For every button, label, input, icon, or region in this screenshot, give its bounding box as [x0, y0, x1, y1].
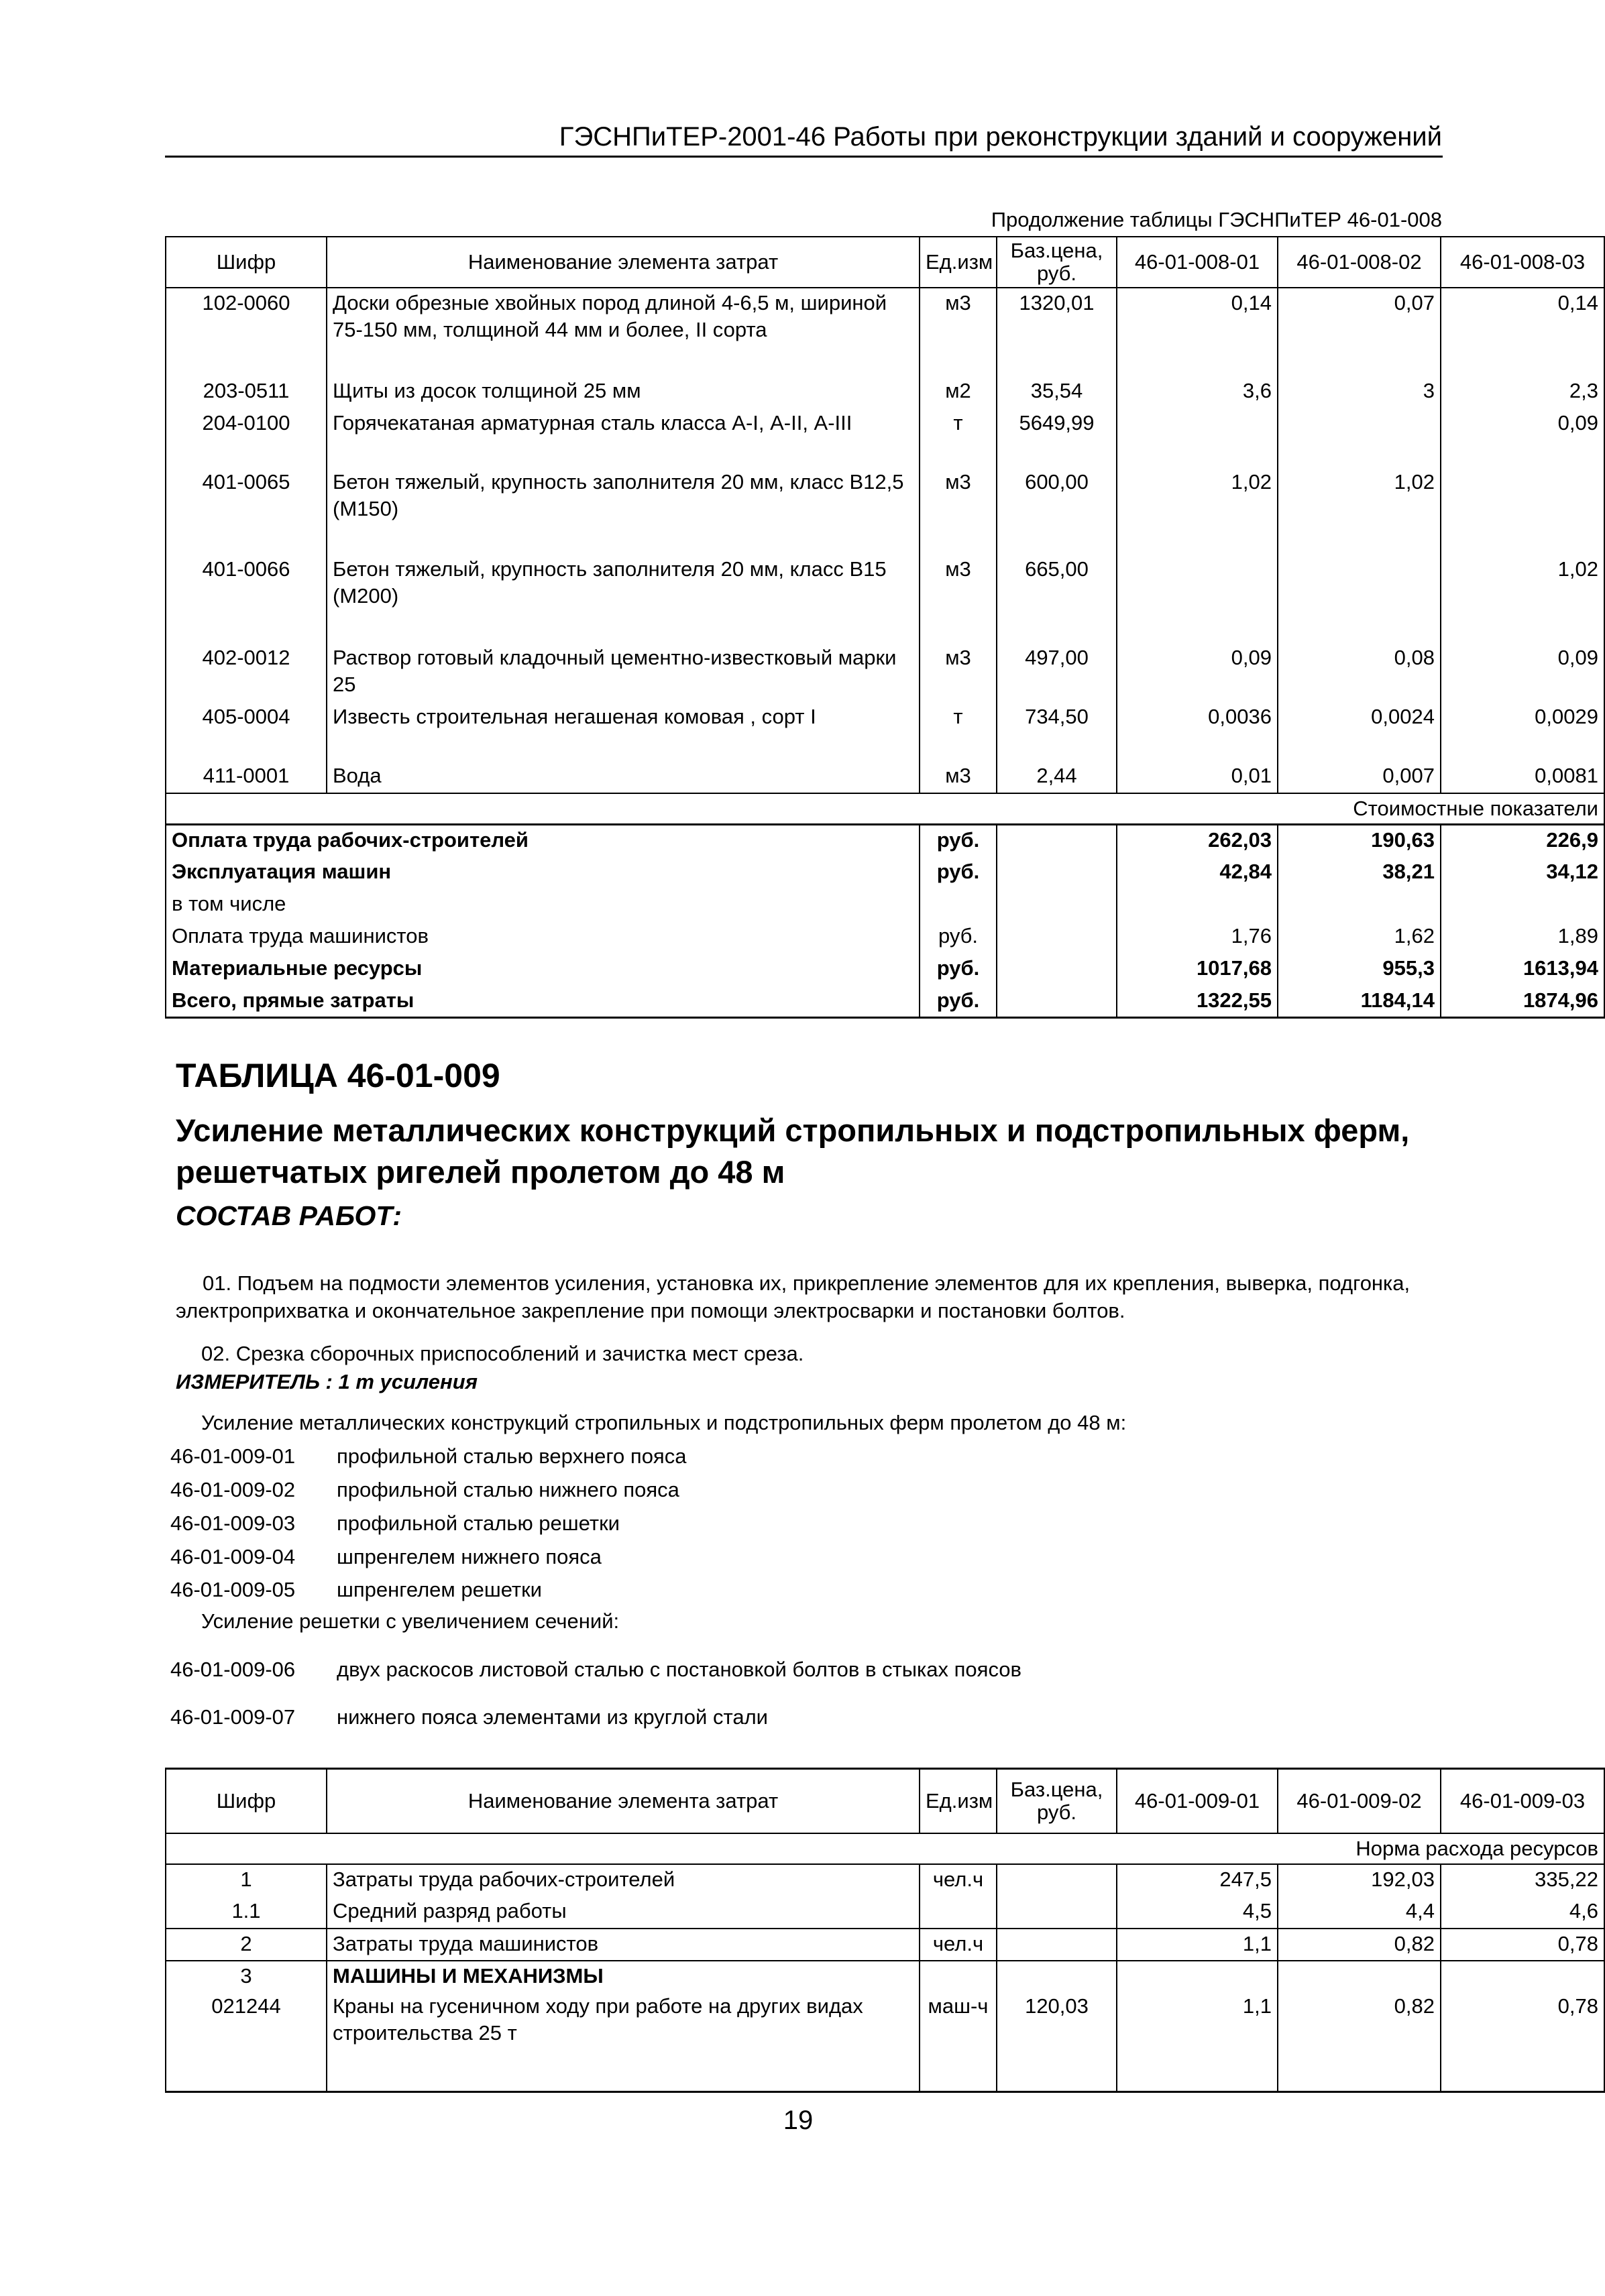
table-row — [166, 467, 1604, 555]
header-cell-col3: 46-01-009-03 — [1441, 1769, 1604, 1833]
item-code: 46-01-009-03 — [170, 1511, 296, 1535]
cell-unit: м2 — [920, 376, 997, 408]
norm-label-row — [166, 1833, 1604, 1864]
cell-price: 35,54 — [997, 376, 1117, 408]
cost-row — [166, 921, 1604, 954]
cell-value — [1278, 1961, 1441, 1992]
header-cell-price: Баз.цена, руб. — [997, 237, 1117, 288]
item-code: 46-01-009-06 — [170, 1658, 296, 1681]
cell-value: 0,09 — [1441, 643, 1604, 702]
cost-name: Всего, прямые затраты — [166, 986, 920, 1018]
cell-value: 1,1 — [1117, 1929, 1278, 1961]
cell-name: Известь строительная негашеная комовая , сорт I — [327, 702, 920, 761]
cost-unit: руб. — [920, 857, 997, 889]
table-row — [166, 408, 1604, 467]
cell-value: 0,08 — [1278, 643, 1441, 702]
cell-value: 247,5 — [1117, 1864, 1278, 1896]
cell-value: 0,09 — [1441, 408, 1604, 467]
cost-row — [166, 986, 1604, 1018]
cost-name: Материальные ресурсы — [166, 954, 920, 986]
cost-value: 1,76 — [1117, 921, 1278, 954]
cell-unit: т — [920, 702, 997, 761]
cell-unit: м3 — [920, 643, 997, 702]
cell-value — [1117, 555, 1278, 643]
cell-name: Затраты труда рабочих-строителей — [327, 1864, 920, 1896]
item-code: 46-01-009-05 — [170, 1578, 296, 1601]
cost-value — [1441, 889, 1604, 921]
cost-value: 190,63 — [1278, 825, 1441, 857]
work-item-1: 01. Подъем на подмости элементов усиления, установка их, прикрепление элементов для их крепления, выверка, подгонка, электроприхватка и окончательное закрепление при помощи электросварки и постановки болтов. — [176, 1271, 1410, 1322]
table-row — [166, 1961, 1604, 1992]
header-cell-code: Шифр — [166, 237, 327, 288]
cell-name: Вода — [327, 761, 920, 793]
cell-value: 0,78 — [1441, 1929, 1604, 1961]
header-cell-col3: 46-01-008-03 — [1441, 237, 1604, 288]
cell-code: 411-0001 — [166, 761, 327, 793]
table-header-row — [166, 1769, 1604, 1833]
cost-empty — [997, 825, 1117, 857]
cell-value: 2,3 — [1441, 376, 1604, 408]
resources-table-46-01-009 — [165, 1768, 1605, 2093]
work-item-2: 02. Срезка сборочных приспособлений и зачистка мест среза. — [201, 1342, 804, 1365]
cell-value — [1278, 408, 1441, 467]
cell-price: 600,00 — [997, 467, 1117, 555]
table-row — [166, 288, 1604, 376]
cost-empty — [997, 921, 1117, 954]
cost-value: 1322,55 — [1117, 986, 1278, 1018]
item-text: двух раскосов листовой сталью с постановкой болтов в стыках поясов — [337, 1658, 1022, 1681]
cost-row — [166, 825, 1604, 857]
item-text: профильной сталью нижнего пояса — [337, 1478, 679, 1501]
item-code: 46-01-009-07 — [170, 1705, 296, 1729]
cell-value — [1117, 1961, 1278, 1992]
cell-price: 497,00 — [997, 643, 1117, 702]
items-intro-2: Усиление решетки с увеличением сечений: — [201, 1609, 620, 1633]
cost-indicators-row — [166, 793, 1604, 825]
measurement-unit: ИЗМЕРИТЕЛЬ : 1 т усиления — [176, 1370, 478, 1393]
table-row — [166, 702, 1604, 761]
items-intro: Усиление металлических конструкций стропильных и подстропильных ферм пролетом до 48 м: — [201, 1411, 1127, 1434]
header-cell-name: Наименование элемента затрат — [327, 237, 920, 288]
cell-unit: м3 — [920, 288, 997, 376]
cell-value: 0,0029 — [1441, 702, 1604, 761]
table-row — [166, 1992, 1604, 2092]
cell-unit — [920, 1961, 997, 1992]
cell-unit: м3 — [920, 761, 997, 793]
item-text: шпренгелем решетки — [337, 1578, 542, 1601]
cost-value: 1613,94 — [1441, 954, 1604, 986]
table-number-heading: ТАБЛИЦА 46-01-009 — [176, 1057, 500, 1094]
cell-code: 401-0065 — [166, 467, 327, 555]
cost-empty — [997, 954, 1117, 986]
cost-name: Эксплуатация машин — [166, 857, 920, 889]
work-composition-label: СОСТАВ РАБОТ: — [176, 1200, 402, 1231]
cost-value: 34,12 — [1441, 857, 1604, 889]
cell-code: 3 — [166, 1961, 327, 1992]
cell-value: 0,78 — [1441, 1992, 1604, 2092]
cell-name: Средний разряд работы — [327, 1896, 920, 1929]
cell-value — [1441, 467, 1604, 555]
table-title: Усиление металлических конструкций стропильных и подстропильных ферм, решетчатых ригелей пролетом до 48 м — [176, 1112, 1410, 1190]
header-cell-col2: 46-01-008-02 — [1278, 237, 1441, 288]
cell-unit: чел.ч — [920, 1864, 997, 1896]
item-text: шпренгелем нижнего пояса — [337, 1545, 602, 1568]
item-code: 46-01-009-04 — [170, 1545, 296, 1568]
cost-row — [166, 889, 1604, 921]
cell-value: 4,5 — [1117, 1896, 1278, 1929]
cell-unit: т — [920, 408, 997, 467]
cell-code: 405-0004 — [166, 702, 327, 761]
cell-name: МАШИНЫ И МЕХАНИЗМЫ — [327, 1961, 920, 1992]
cell-unit: маш-ч — [920, 1992, 997, 2092]
item-code: 46-01-009-02 — [170, 1478, 296, 1501]
item-text: профильной сталью верхнего пояса — [337, 1444, 687, 1468]
cell-value: 0,82 — [1278, 1929, 1441, 1961]
item-text: профильной сталью решетки — [337, 1511, 620, 1535]
cell-price — [997, 1896, 1117, 1929]
cell-name: Горячекатаная арматурная сталь класса А-I, А-II, А-III — [327, 408, 920, 467]
cost-name: в том числе — [166, 889, 920, 921]
cell-value: 0,14 — [1441, 288, 1604, 376]
cell-value: 1,02 — [1441, 555, 1604, 643]
header-cell-col1: 46-01-009-01 — [1117, 1769, 1278, 1833]
table-row — [166, 643, 1604, 702]
cell-price: 1320,01 — [997, 288, 1117, 376]
cell-code: 203-0511 — [166, 376, 327, 408]
cell-price — [997, 1961, 1117, 1992]
cost-unit: руб. — [920, 986, 997, 1018]
cost-unit — [920, 889, 997, 921]
cell-code: 401-0066 — [166, 555, 327, 643]
cell-price — [997, 1929, 1117, 1961]
table-row — [166, 555, 1604, 643]
cell-value: 4,6 — [1441, 1896, 1604, 1929]
cost-value — [1278, 889, 1441, 921]
cell-name: Раствор готовый кладочный цементно-известковый марки 25 — [327, 643, 920, 702]
cell-value: 0,01 — [1117, 761, 1278, 793]
cell-price: 120,03 — [997, 1992, 1117, 2092]
cell-price — [997, 1864, 1117, 1896]
running-header: ГЭСНПиТЕР-2001-46 Работы при реконструкции зданий и сооружений — [559, 122, 1442, 152]
cell-value: 1,02 — [1278, 467, 1441, 555]
cost-empty — [997, 889, 1117, 921]
header-rule — [165, 156, 1443, 158]
cost-value: 1,62 — [1278, 921, 1441, 954]
cell-value — [1278, 555, 1441, 643]
cell-price: 5649,99 — [997, 408, 1117, 467]
cell-name: Бетон тяжелый, крупность заполнителя 20 мм, класс В12,5 (М150) — [327, 467, 920, 555]
cost-value — [1117, 889, 1278, 921]
cost-value: 1874,96 — [1441, 986, 1604, 1018]
cell-value: 335,22 — [1441, 1864, 1604, 1896]
cell-code: 1.1 — [166, 1896, 327, 1929]
cell-value: 0,14 — [1117, 288, 1278, 376]
cell-value — [1441, 1961, 1604, 1992]
cost-row — [166, 857, 1604, 889]
header-cell-col1: 46-01-008-01 — [1117, 237, 1278, 288]
cell-name: Краны на гусеничном ходу при работе на других видах строительства 25 т — [327, 1992, 920, 2092]
cell-value — [1117, 408, 1278, 467]
cell-value: 0,0024 — [1278, 702, 1441, 761]
cell-value: 1,02 — [1117, 467, 1278, 555]
table-row — [166, 761, 1604, 793]
table-row — [166, 1864, 1604, 1896]
cell-name: Щиты из досок толщиной 25 мм — [327, 376, 920, 408]
cost-value: 1017,68 — [1117, 954, 1278, 986]
cell-value: 0,09 — [1117, 643, 1278, 702]
cost-value: 955,3 — [1278, 954, 1441, 986]
cell-code: 204-0100 — [166, 408, 327, 467]
cost-empty — [997, 857, 1117, 889]
cell-value: 1,1 — [1117, 1992, 1278, 2092]
item-code: 46-01-009-01 — [170, 1444, 296, 1468]
cost-value: 38,21 — [1278, 857, 1441, 889]
table-row — [166, 1929, 1604, 1961]
cost-unit: руб. — [920, 825, 997, 857]
cost-unit: руб. — [920, 954, 997, 986]
cell-value: 3,6 — [1117, 376, 1278, 408]
table-continuation-label: Продолжение таблицы ГЭСНПиТЕР 46-01-008 — [991, 208, 1442, 231]
cost-value: 262,03 — [1117, 825, 1278, 857]
table-row — [166, 1896, 1604, 1929]
norm-label: Норма расхода ресурсов — [166, 1833, 1604, 1864]
table-row — [166, 376, 1604, 408]
cost-unit: руб. — [920, 921, 997, 954]
cost-empty — [997, 986, 1117, 1018]
cell-code: 402-0012 — [166, 643, 327, 702]
cost-indicators-label: Стоимостные показатели — [166, 793, 1604, 825]
cell-value: 4,4 — [1278, 1896, 1441, 1929]
cost-value: 42,84 — [1117, 857, 1278, 889]
cell-code: 021244 — [166, 1992, 327, 2092]
cell-value: 3 — [1278, 376, 1441, 408]
cell-price: 665,00 — [997, 555, 1117, 643]
item-text: нижнего пояса элементами из круглой стали — [337, 1705, 768, 1729]
cell-unit — [920, 1896, 997, 1929]
header-cell-code: Шифр — [166, 1769, 327, 1833]
cell-unit: чел.ч — [920, 1929, 997, 1961]
resources-table-46-01-008 — [165, 236, 1605, 1019]
cost-value: 1,89 — [1441, 921, 1604, 954]
header-cell-name: Наименование элемента затрат — [327, 1769, 920, 1833]
cell-value: 0,0036 — [1117, 702, 1278, 761]
cell-price: 2,44 — [997, 761, 1117, 793]
cell-value: 0,0081 — [1441, 761, 1604, 793]
cell-value: 0,07 — [1278, 288, 1441, 376]
table-header-row — [166, 237, 1604, 288]
cell-unit: м3 — [920, 555, 997, 643]
cell-name: Доски обрезные хвойных пород длиной 4-6,5 м, шириной 75-150 мм, толщиной 44 мм и более, II сорта — [327, 288, 920, 376]
cell-name: Затраты труда машинистов — [327, 1929, 920, 1961]
header-cell-col2: 46-01-009-02 — [1278, 1769, 1441, 1833]
cell-code: 102-0060 — [166, 288, 327, 376]
header-cell-unit: Ед.изм — [920, 237, 997, 288]
page-number: 19 — [783, 2106, 814, 2135]
cost-row — [166, 954, 1604, 986]
cost-name: Оплата труда рабочих-строителей — [166, 825, 920, 857]
header-cell-unit: Ед.изм — [920, 1769, 997, 1833]
cell-value: 192,03 — [1278, 1864, 1441, 1896]
cell-unit: м3 — [920, 467, 997, 555]
cost-name: Оплата труда машинистов — [166, 921, 920, 954]
cell-code: 1 — [166, 1864, 327, 1896]
cell-value: 0,007 — [1278, 761, 1441, 793]
cell-value: 0,82 — [1278, 1992, 1441, 2092]
cell-code: 2 — [166, 1929, 327, 1961]
cost-value: 226,9 — [1441, 825, 1604, 857]
cost-value: 1184,14 — [1278, 986, 1441, 1018]
cell-name: Бетон тяжелый, крупность заполнителя 20 мм, класс В15 (М200) — [327, 555, 920, 643]
header-cell-price: Баз.цена, руб. — [997, 1769, 1117, 1833]
cell-price: 734,50 — [997, 702, 1117, 761]
